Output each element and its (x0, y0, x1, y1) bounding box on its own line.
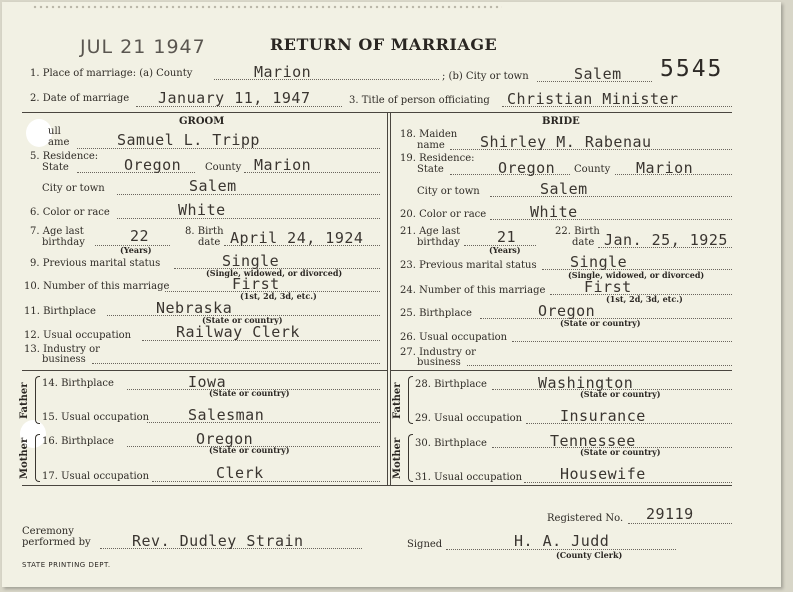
form-number: 5545 (660, 56, 724, 82)
bride-birth-date: Jan. 25, 1925 (604, 231, 728, 249)
groom-father-bp-note: (State or country) (209, 388, 290, 398)
bride-industry-label-2: business (417, 357, 461, 368)
groom-mother-occupation: Clerk (216, 464, 264, 482)
clerk-note: (County Clerk) (556, 550, 623, 560)
groom-race-label: 6. Color or race (30, 207, 110, 218)
groom-state-label: State (42, 162, 69, 173)
bride-marriage-num-label: 24. Number of this marriage (400, 285, 546, 296)
groom-father-birthplace: Iowa (188, 373, 227, 391)
marriage-return-card (2, 2, 781, 587)
signed-label: Signed (407, 539, 443, 550)
marriage-date: January 11, 1947 (158, 89, 311, 107)
groom-age: 22 (130, 227, 150, 245)
groom-birth-label: 8. Birth (185, 226, 224, 237)
groom-city: Salem (189, 177, 237, 195)
groom-marriage-note: (1st, 2d, 3d, etc.) (240, 291, 317, 301)
bride-birth-label-2: date (572, 237, 595, 248)
bride-mother-occupation: Housewife (560, 465, 646, 483)
groom-mother-label: Mother (19, 437, 30, 479)
marriage-county: Marion (254, 63, 312, 81)
groom-county: Marion (254, 156, 312, 174)
bride-race-label: 20. Color or race (400, 209, 487, 220)
groom-city-label: City or town (42, 183, 105, 194)
groom-birthplace-note: (State or country) (202, 315, 283, 325)
groom-industry-label: 13. Industry or (24, 344, 100, 355)
performed-by: Rev. Dudley Strain (132, 532, 304, 550)
bride-father-label: Father (392, 382, 403, 419)
registered-number: 29119 (646, 505, 694, 523)
groom-marriage-num-label: 10. Number of this marriage (24, 281, 170, 292)
city-town-label: ; (b) City or town (442, 71, 529, 82)
perforation-edge (32, 5, 502, 9)
signed-by: H. A. Judd (514, 532, 610, 550)
groom-age-label: 7. Age last (30, 226, 84, 237)
groom-residence-label: 5. Residence: (30, 151, 99, 162)
bride-marital-note: (Single, widowed, or divorced) (568, 270, 705, 280)
groom-marital-note: (Single, widowed, or divorced) (206, 268, 343, 278)
groom-occupation: Railway Clerk (176, 323, 300, 341)
groom-birthplace-label: 11. Birthplace (24, 306, 96, 317)
bride-marital-status: Single (570, 253, 628, 271)
groom-state: Oregon (124, 156, 182, 174)
groom-mother-birthplace: Oregon (196, 430, 254, 448)
groom-marital-status: Single (222, 252, 280, 270)
groom-industry-label-2: business (42, 354, 86, 365)
groom-mother-occupation-label: 17. Usual occupation (42, 471, 150, 482)
bride-city-label: City or town (417, 186, 480, 197)
bride-birth-label: 22. Birth (555, 226, 600, 237)
groom-marriage-number: First (232, 275, 280, 293)
groom-age-note: (Years) (120, 245, 152, 255)
groom-name-label-2: ame (48, 137, 70, 148)
bride-birthplace-note: (State or country) (560, 318, 641, 328)
place-of-marriage-label: 1. Place of marriage: (a) County (30, 68, 193, 79)
received-date-stamp: JUL 21 1947 (80, 36, 206, 58)
ceremony-label: Ceremony (22, 526, 74, 537)
bride-name-label: 18. Maiden (400, 129, 458, 140)
bride-race: White (530, 203, 578, 221)
groom-birth-label-2: date (198, 237, 221, 248)
center-divider (387, 112, 388, 485)
bride-mother-occupation-label: 31. Usual occupation (415, 472, 523, 483)
groom-father-birthplace-label: 14. Birthplace (42, 378, 114, 389)
bride-father-birthplace-label: 28. Birthplace (415, 379, 487, 390)
date-of-marriage-label: 2. Date of marriage (30, 93, 130, 104)
bride-county-label: County (574, 164, 611, 175)
bride-residence-label: 19. Residence: (400, 153, 475, 164)
bride-mother-bp-note: (State or country) (580, 447, 661, 457)
bride-birthplace: Oregon (538, 302, 596, 320)
bride-mother-label: Mother (392, 437, 403, 479)
bride-father-occupation-label: 29. Usual occupation (415, 413, 523, 424)
bride-age: 21 (497, 228, 517, 246)
bride-name-label-2: name (417, 140, 445, 151)
groom-race: White (178, 201, 226, 219)
bride-state: Oregon (498, 159, 556, 177)
groom-birthplace: Nebraska (156, 299, 233, 317)
bride-industry-label: 27. Industry or (400, 347, 476, 358)
marriage-city: Salem (574, 65, 622, 83)
printer-imprint: STATE PRINTING DEPT. (22, 561, 111, 569)
table-bottom-border (22, 485, 732, 486)
bride-father-birthplace: Washington (538, 374, 634, 392)
groom-header: GROOM (179, 116, 225, 127)
groom-birth-date: April 24, 1924 (230, 229, 364, 247)
form-title: RETURN OF MARRIAGE (270, 35, 498, 54)
bride-age-note: (Years) (489, 245, 521, 255)
bride-occupation-label: 26. Usual occupation (400, 332, 508, 343)
bride-mother-birthplace-label: 30. Birthplace (415, 438, 487, 449)
bride-state-label: State (417, 164, 444, 175)
bride-age-label: 21. Age last (400, 226, 461, 237)
groom-occupation-label: 12. Usual occupation (24, 330, 132, 341)
groom-father-occupation: Salesman (188, 406, 265, 424)
groom-age-label-2: birthday (42, 237, 85, 248)
groom-name-label: ull (48, 126, 61, 137)
bride-marriage-note: (1st, 2d, 3d, etc.) (606, 294, 683, 304)
officiant-title-label: 3. Title of person officiating (349, 95, 490, 106)
groom-county-label: County (205, 162, 242, 173)
groom-father-occupation-label: 15. Usual occupation (42, 412, 150, 423)
bride-mother-birthplace: Tennessee (550, 432, 636, 450)
groom-name: Samuel L. Tripp (117, 131, 260, 149)
registered-no-label: Registered No. (547, 513, 624, 524)
bride-age-label-2: birthday (417, 237, 460, 248)
bride-father-bp-note: (State or country) (580, 389, 661, 399)
groom-mother-birthplace-label: 16. Birthplace (42, 436, 114, 447)
table-top-border (22, 112, 732, 113)
officiant-title: Christian Minister (507, 90, 679, 108)
bride-marriage-number: First (584, 278, 632, 296)
bride-marital-label: 23. Previous marital status (400, 260, 537, 271)
ceremony-label-2: performed by (22, 537, 91, 548)
bride-county: Marion (636, 159, 694, 177)
groom-mother-bp-note: (State or country) (209, 445, 290, 455)
bride-father-occupation: Insurance (560, 407, 646, 425)
groom-marital-label: 9. Previous marital status (30, 258, 161, 269)
bride-birthplace-label: 25. Birthplace (400, 308, 472, 319)
groom-father-label: Father (19, 382, 30, 419)
bride-header: BRIDE (542, 116, 580, 127)
bride-name: Shirley M. Rabenau (480, 133, 652, 151)
bride-city: Salem (540, 180, 588, 198)
